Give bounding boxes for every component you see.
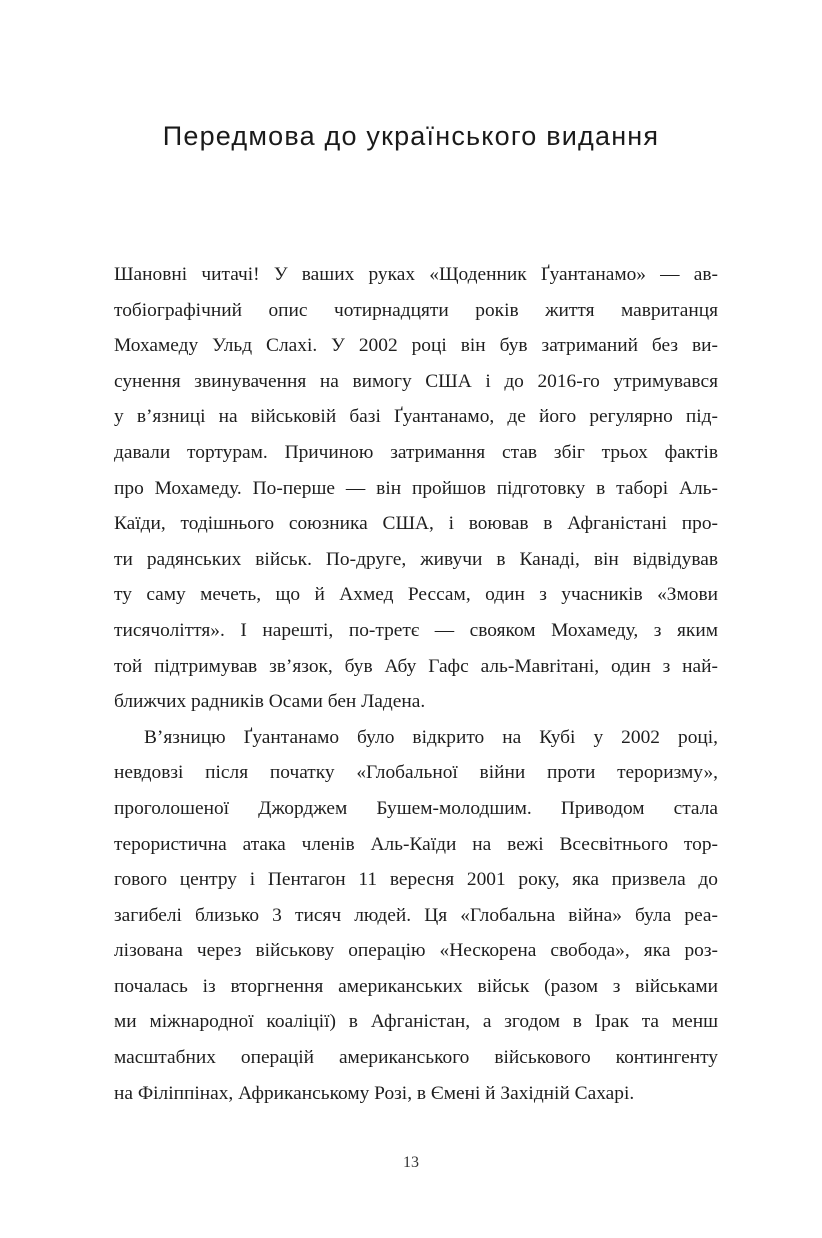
text-line: тисячоліття». І нарешті, по-третє — свояком Мохамеду, з яким xyxy=(114,619,718,641)
text-line: ту саму мечеть, що й Ахмед Рессам, один з учасників «Змови xyxy=(114,584,718,606)
text-line: лізована через військову операцію «Нескорена свобода», яка роз- xyxy=(114,940,718,962)
text-line: гового центру і Пентагон 11 вересня 2001 року, яка призвела до xyxy=(114,869,718,891)
text-line: В’язницю Ґуантанамо було відкрито на Кубі у 2002 році, xyxy=(144,726,718,748)
text-line: почалась із вторгнення американських військ (разом з військами xyxy=(114,975,718,997)
text-line: Шановні читачі! У ваших руках «Щоденник Ґуантанамо» — ав- xyxy=(114,264,718,285)
text-line: ти радянських військ. По-друге, живучи в Канаді, він відвідував xyxy=(114,548,718,570)
text-line: Каїди, тодішнього союзника США, і воював в Афганістані про- xyxy=(114,513,718,535)
page-number: 13 xyxy=(403,1154,419,1171)
text-line: Мохамеду Ульд Слахі. У 2002 році він був затриманий без ви- xyxy=(114,335,718,357)
text-line: терористична атака членів Аль-Каїди на вежі Всесвітнього тор- xyxy=(114,833,718,855)
text-line: у в’язниці на військовій базі Ґуантанамо, де його регулярно під- xyxy=(114,406,718,428)
text-line: про Мохамеду. По-перше — він пройшов підготовку в таборі Аль- xyxy=(114,477,718,499)
text-line: масштабних операцій американського військового контингенту xyxy=(114,1047,718,1069)
text-line: тобіографічний опис чотирнадцяти років життя мавританця xyxy=(114,299,718,321)
text-line: сунення звинувачення на вимогу США і до 2016-го утримувався xyxy=(114,370,718,392)
text-line: ближчих радників Осами бен Ладена. xyxy=(114,691,426,713)
text-line: той підтримував зв’язок, був Абу Гафс аль-Мавrітані, один з най- xyxy=(114,655,718,677)
body-text xyxy=(114,257,718,1111)
text-line: ми міжнародної коаліції) в Афганістан, а згодом в Ірак та менш xyxy=(114,1011,718,1033)
text-line: загибелі близько 3 тисяч людей. Ця «Глобальна війна» була реа- xyxy=(114,904,718,926)
text-line: проголошеної Джорджем Бушем-молодшим. Приводом стала xyxy=(114,797,718,819)
page-title: Передмова до українського видання xyxy=(162,121,660,151)
text-line: невдовзі після початку «Глобальної війни проти тероризму», xyxy=(114,762,718,784)
text-line: давали тортурам. Причиною затримання став збіг трьох фактів xyxy=(114,441,718,463)
text-line: на Філіппінах, Африканському Розі, в Ємені й Західній Сахарі. xyxy=(114,1082,635,1104)
